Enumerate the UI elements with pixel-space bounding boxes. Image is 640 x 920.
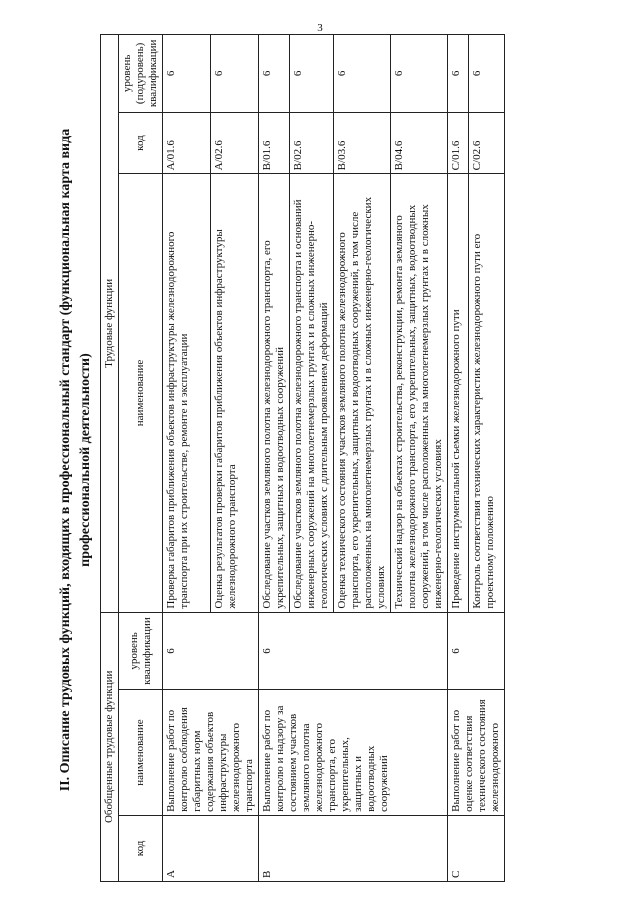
function-name: Проведение инструментальной съемки железнодорожного пути <box>448 174 469 612</box>
group-name: Выполнение работ по оценке соответствия технического состояния железнодорожного <box>448 690 505 816</box>
section-heading <box>56 10 96 910</box>
group-level: 6 <box>259 612 448 690</box>
heading-line-1: II. Описание трудовых функций, входящих в профессиональный стандарт (функциональная карта вида <box>58 128 73 792</box>
function-level: 6 <box>391 35 448 113</box>
function-level: 6 <box>163 35 211 113</box>
group-name: Выполнение работ по контролю и надзору за состоянием участков земляного полотна железнодорожного транспорта, его укрепительных, защитных и водоотводных сооружений <box>259 690 448 816</box>
function-name: Технический надзор на объектах строительства, реконструкции, ремонта земляного полотна железнодорожного транспорта, его укрепительных, защитных, водоотводных сооружений, в том числе расположенных на многолетнемерзлых грунтах и в сложных инженерно-геологических условиях <box>391 174 448 612</box>
table-row <box>259 35 290 882</box>
header-code: код <box>119 815 163 881</box>
function-code: C/02.6 <box>468 112 504 174</box>
function-code: B/01.6 <box>259 112 290 174</box>
header-level: уровень квалификации <box>119 612 163 690</box>
header-labor-functions: Трудовые функции <box>101 35 119 613</box>
group-name: Выполнение работ по контролю соблюдения габаритных норм содержания объектов инфраструктуры железнодорожного транспорта <box>163 690 259 816</box>
header-function-code: код <box>119 112 163 174</box>
function-code: B/04.6 <box>391 112 448 174</box>
group-code: B <box>259 815 448 881</box>
table-subheader-row <box>119 35 163 882</box>
group-code: C <box>448 815 505 881</box>
function-code: A/02.6 <box>211 112 259 174</box>
function-name: Проверка габаритов приближения объектов инфраструктуры железнодорожного транспорта при их строительстве, ремонте и эксплуатации <box>163 174 211 612</box>
function-level: 6 <box>259 35 290 113</box>
function-code: A/01.6 <box>163 112 211 174</box>
page-number: 3 <box>317 22 323 34</box>
function-level: 6 <box>468 35 504 113</box>
function-code: C/01.6 <box>448 112 469 174</box>
header-function-name: наименование <box>119 174 163 612</box>
header-generalized-functions: Обобщенные трудовые функции <box>101 612 119 881</box>
group-level: 6 <box>448 612 505 690</box>
function-name: Контроль соответствия технических характеристик железнодорожного пути его проектному положению <box>468 174 504 612</box>
function-name: Обследование участков земляного полотна железнодорожного транспорта и оснований инженерных сооружений на многолетнемерзлых грунтах и в сложных инженерно-геологических условиях с длительным проявлением деформаций <box>290 174 334 612</box>
function-code: B/03.6 <box>334 112 391 174</box>
group-level: 6 <box>163 612 259 690</box>
rotated-page-content <box>0 10 640 910</box>
function-name: Обследование участков земляного полотна железнодорожного транспорта, его укрепительных, защитных и водоотводных сооружений <box>259 174 290 612</box>
function-name: Оценка технического состояния участков земляного полотна железнодорожного транспорта, его укрепительных, защитных и водоотводных сооружений, в том числе расположенных на многолетнемерзлых грунтах и в сложных инженерно-геологических условиях <box>334 174 391 612</box>
table-header-row <box>101 35 119 882</box>
table-row <box>448 35 469 882</box>
function-level: 6 <box>290 35 334 113</box>
heading-line-2: профессиональной деятельности) <box>78 353 93 567</box>
header-name: наименование <box>119 690 163 816</box>
table-row <box>163 35 211 882</box>
group-code: A <box>163 815 259 881</box>
function-code: B/02.6 <box>290 112 334 174</box>
function-level: 6 <box>334 35 391 113</box>
function-level: 6 <box>211 35 259 113</box>
function-name: Оценка результатов проверки габаритов приближения объектов инфраструктуры железнодорожного транспорта <box>211 174 259 612</box>
function-level: 6 <box>448 35 469 113</box>
functional-map-table <box>100 34 505 882</box>
header-sublevel: уровень (подуровень) квалификации <box>119 35 163 113</box>
